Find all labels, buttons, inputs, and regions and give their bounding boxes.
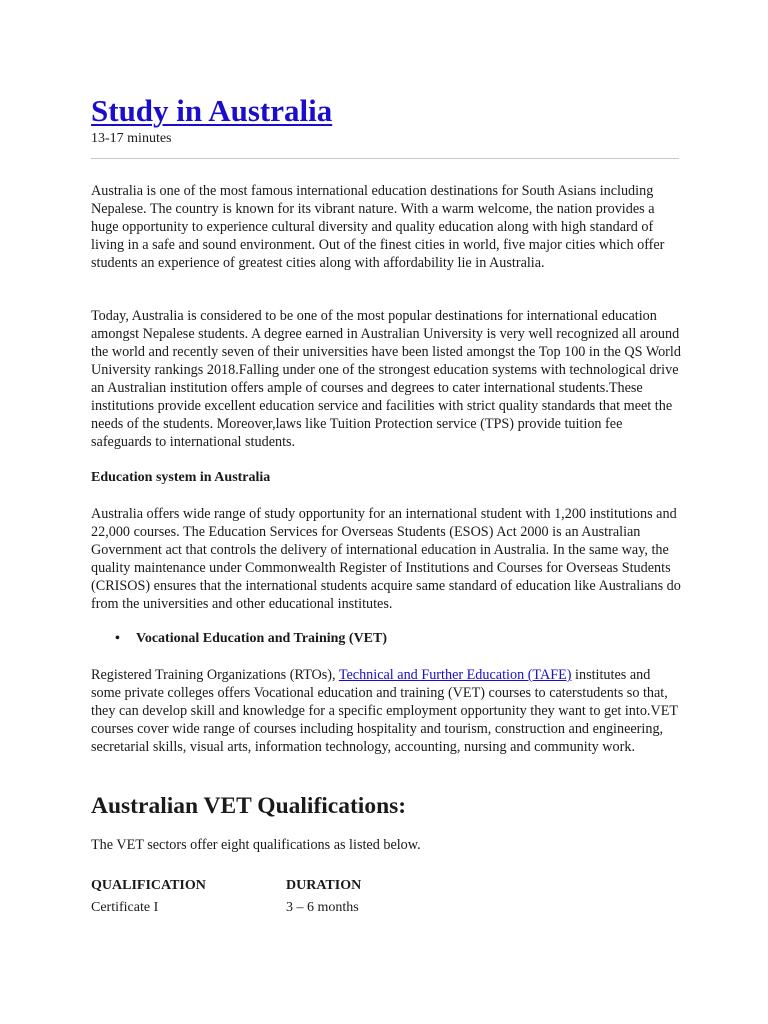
vet-qualifications-heading: Australian VET Qualifications: — [91, 793, 407, 819]
page-title-link[interactable]: Study in Australia — [91, 93, 333, 128]
column-header-qualification: QUALIFICATION — [91, 878, 206, 893]
education-system-paragraph: Australia offers wide range of study opportunity for an international student with 1,200 institutions and 22,000 courses. The Education Services for Overseas Students (ESOS) Act 2000 is an Australian Government act that controls the delivery of international education in Australia. In the same way, the quality maintenance under Commonwealth Register of Institutions and Courses for Overseas Students (CRISOS) ensures that the international students acquire same standard of education like Australians do from the universities and other educational institutes. — [91, 506, 681, 612]
vet-paragraph-start: Registered Training Organizations (RTOs), — [91, 667, 339, 683]
divider — [91, 158, 679, 159]
vet-paragraph — [91, 666, 681, 756]
table-cell-duration: 3 – 6 months — [286, 900, 359, 915]
intro-paragraph-1: Australia is one of the most famous international education destinations for South Asians including Nepalese. The country is known for its vibrant nature. With a warm welcome, the nation provides a huge opportunity to experience cultural diversity and quality education along with high standard of living in a safe and sound environment. Out of the finest cities in world, five major cities which offer students an experience of greatest cities along with affordability lie in Australia. — [91, 183, 665, 271]
bullet-icon: • — [115, 631, 120, 646]
education-system-heading: Education system in Australia — [91, 470, 271, 485]
column-header-duration: DURATION — [286, 878, 362, 893]
table-cell-qualification: Certificate I — [91, 900, 159, 915]
vet-bullet-label: Vocational Education and Training (VET) — [136, 631, 388, 646]
reading-time: 13-17 minutes — [91, 131, 172, 146]
vet-qualifications-intro: The VET sectors offer eight qualifications as listed below. — [91, 837, 421, 853]
intro-paragraph-2: Today, Australia is considered to be one of the most popular destinations for international education amongst Nepalese students. A degree earned in Australian University is very well recognized all around the world and recently seven of their universities have been listed amongst the Top 100 in the QS World University rankings 2018.Falling under one of the strongest education systems with technological drive an Australian institution offers ample of courses and degrees to cater international students.These institutions provide excellent education service and facilities with strict quality standards that meet the needs of the students. Moreover,laws like Tuition Protection service (TPS) provide tuition fee safeguards to international students. — [91, 308, 681, 450]
tafe-link[interactable]: Technical and Further Education (TAFE) — [338, 667, 572, 683]
vet-paragraph-end: institutes and some private colleges offers Vocational education and training (VET) courses to caterstudents so that, they can develop skill and knowledge for a specific employment opportunity they want to get into.VET courses cover wide range of courses including hospitality and tourism, construction and engineering, secretarial skills, visual arts, information technology, accounting, nursing and community work. — [91, 667, 678, 755]
